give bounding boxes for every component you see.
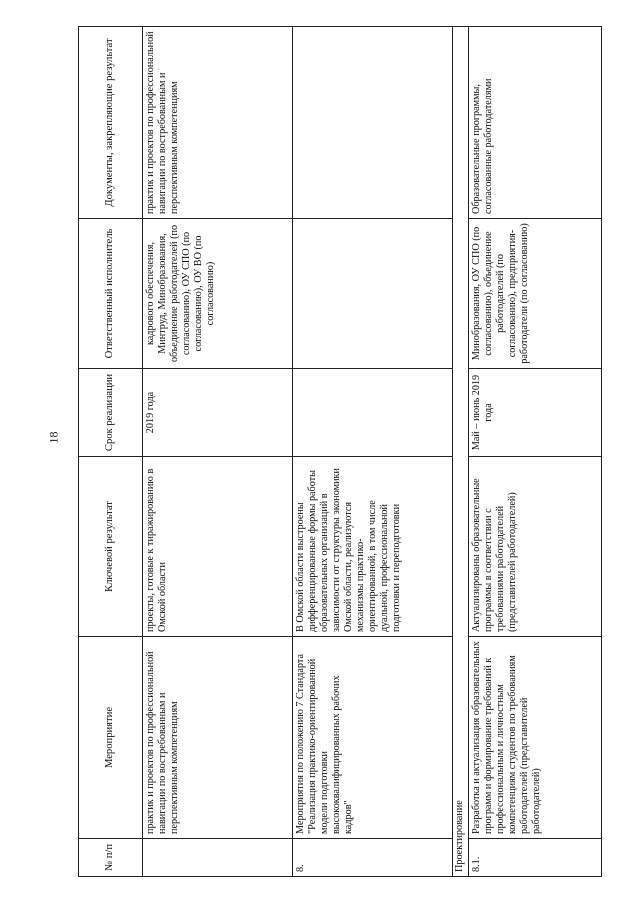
cell-documents: практик и проектов по профессиональной навигации по востребованным и перспективным компетенциям <box>143 27 293 219</box>
table-row <box>143 27 293 877</box>
header-executor: Ответственный исполнитель <box>79 219 143 369</box>
cell-documents: Образовательные программы, согласованные работодателями <box>469 27 602 219</box>
header-documents: Документы, закрепляющие результат <box>79 27 143 219</box>
cell-documents <box>293 27 453 219</box>
table-row <box>469 27 602 877</box>
table-header-row <box>79 27 143 877</box>
cell-executor: кадрового обеспечения, Минтруд, Минобразования, объединение работодателей (по согласованию), ОУ СПО (по согласованию), ОУ ВО (по согласованию) <box>143 219 293 369</box>
table-row <box>293 27 453 877</box>
cell-event: Разработка и актуализация образовательных программ и формирование требований к профессиональным и личностным компетенциям студентов по требованиям работодателей (представителей работодателей) <box>469 637 602 839</box>
cell-executor: Минобразования, ОУ СПО (по согласованию), объединение работодателей (по согласованию), предприятия-работодатели (по согласованию) <box>469 219 602 369</box>
plan-table-sheet <box>78 27 602 877</box>
page-number: 18 <box>46 431 61 444</box>
section-label: Проектирование <box>453 27 469 877</box>
cell-num: 8. <box>293 839 453 877</box>
cell-executor <box>293 219 453 369</box>
cell-term: Май – июнь 2019 года <box>469 369 602 457</box>
cell-term <box>293 369 453 457</box>
cell-event: практик и проектов по профессиональной навигации по востребованным и перспективным компетенциям <box>143 637 293 839</box>
cell-result: Актуализированы образовательные программы в соответствии с требованиями работодателей (представителей работодателей) <box>469 457 602 637</box>
header-term: Срок реализации <box>79 369 143 457</box>
header-num: № п/п <box>79 839 143 877</box>
cell-term: 2019 года <box>143 369 293 457</box>
cell-event: Мероприятия по положению 7 Стандарта "Реализация практико-ориентированной модели подготовки высококвалифицированных рабочих кадров" <box>293 637 453 839</box>
cell-result: В Омской области выстроены дифференцированные формы работы образовательных организаций в зависимости от структуры экономики Омской области, реализуются механизмы практико-ориентированной, в том числе дуальной, профессиональной подготовки и переподготовки <box>293 457 453 637</box>
cell-num: 8.1. <box>469 839 602 877</box>
header-result: Ключевой результат <box>79 457 143 637</box>
header-event: Мероприятие <box>79 637 143 839</box>
cell-num <box>143 839 293 877</box>
cell-result: проекты, готовые к тиражированию в Омской области <box>143 457 293 637</box>
section-row <box>453 27 469 877</box>
plan-table <box>78 26 602 877</box>
